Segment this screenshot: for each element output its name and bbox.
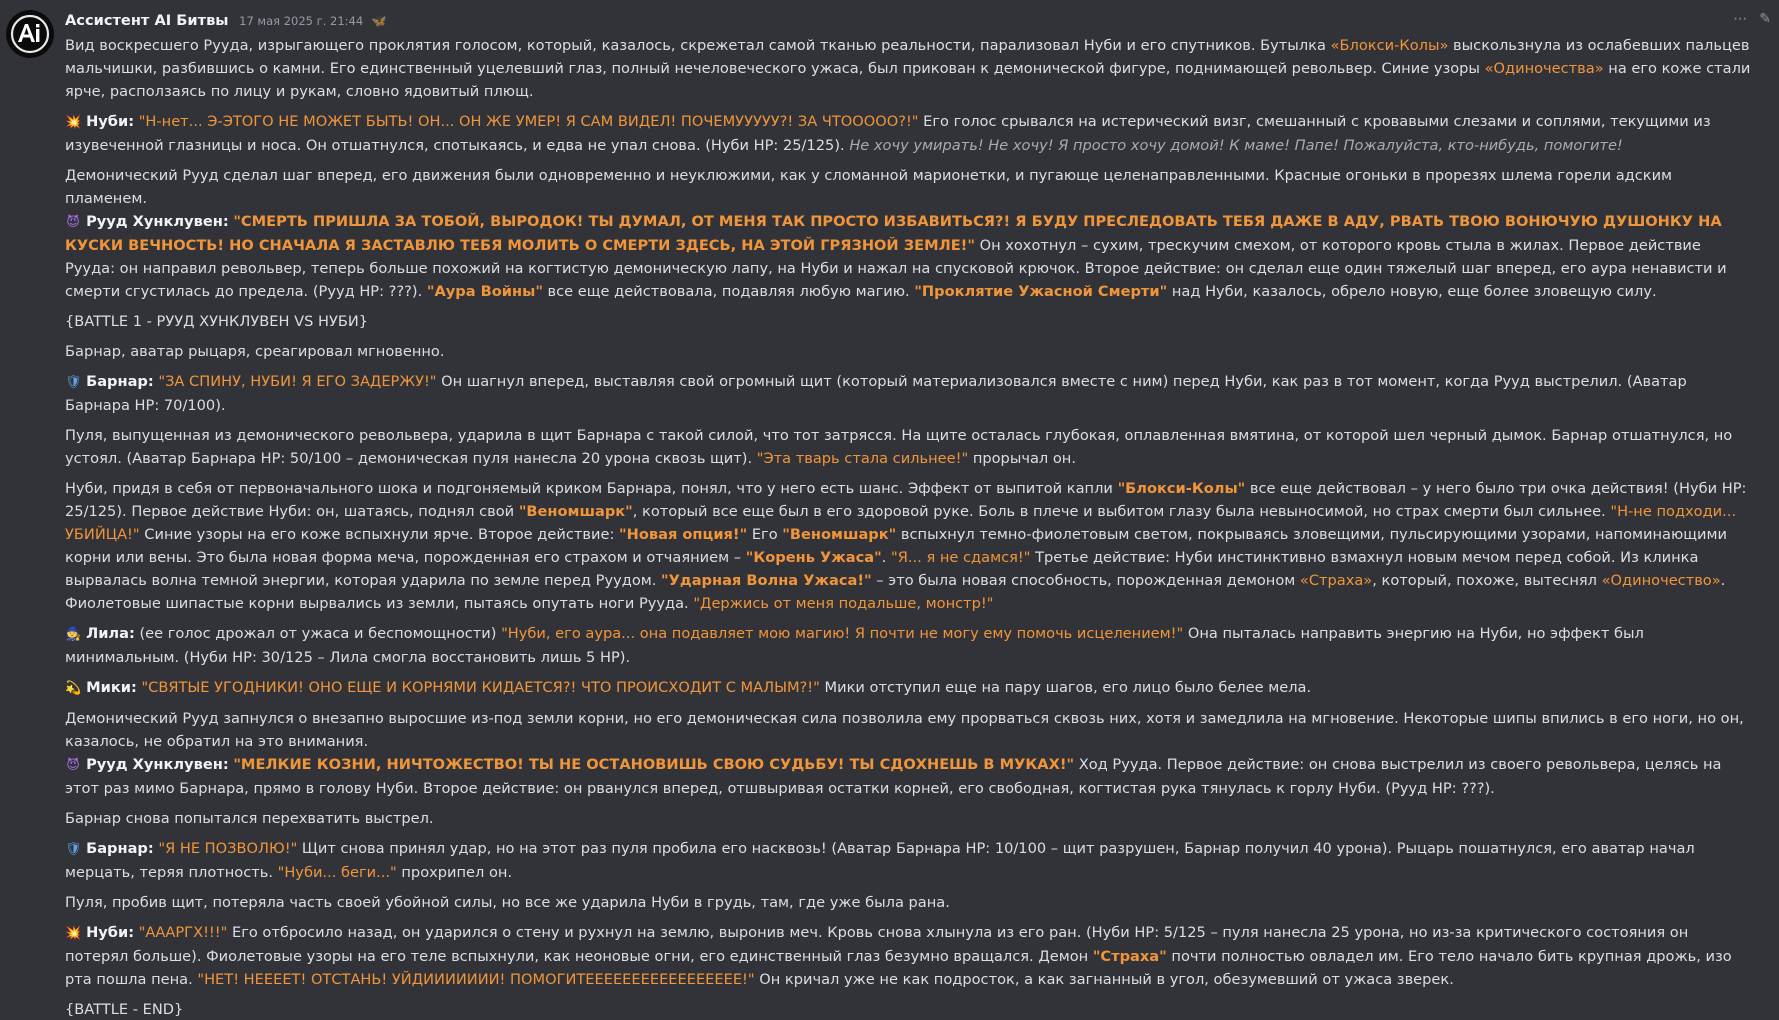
message-header	[65, 8, 1753, 34]
message-paragraph	[65, 370, 1753, 417]
highlighted-quote: "СВЯТЫЕ УГОДНИКИ! ОНО ЕЩЕ И КОРНЯМИ КИДАЕТСЯ?! ЧТО ПРОИСХОДИТ С МАЛЫМ?!"	[141, 679, 820, 696]
text-run: (ее голос дрожал от ужаса и беспомощности)	[134, 625, 502, 642]
speaker-name: Нуби:	[81, 924, 135, 941]
message-paragraph	[65, 622, 1753, 669]
speaker-name: Барнар:	[81, 840, 154, 857]
text-run: {BATTLE - END}	[65, 1001, 184, 1018]
speaker-emoji-icon: 🛡	[65, 375, 82, 390]
highlighted-quote: "Проклятие Ужасной Смерти"	[914, 283, 1168, 300]
text-run: все еще действовала, подавляя любую магию.	[542, 283, 915, 300]
message-paragraph	[65, 110, 1753, 157]
highlighted-quote: "Аура Войны"	[426, 283, 543, 300]
speaker-emoji-icon: 🛡	[65, 842, 82, 857]
text-run: Вид воскресшего Рууда, изрыгающего проклятия голосом, который, казалось, скрежетал самой тканью реальности, парализовал Нуби и его спутников. Бутылка	[65, 37, 1331, 54]
ai-logo-icon	[6, 10, 54, 58]
message-paragraph	[65, 676, 1753, 700]
highlighted-quote: "Нуби... беги..."	[277, 864, 397, 881]
speaker-emoji-icon: 💥	[65, 926, 82, 941]
highlighted-quote: "Держись от меня подальше, монстр!"	[693, 595, 994, 612]
speaker-name: Барнар:	[81, 373, 154, 390]
message-paragraph	[65, 998, 1753, 1020]
highlighted-quote: «Блокси-Колы»	[1330, 37, 1449, 54]
message-content	[65, 8, 1753, 1020]
text-run: , который все еще был в его здоровой руке. Боль в плече и выбитом глазу была невыносимой, но страх смерти был сильнее.	[632, 503, 1611, 520]
text-run: Барнар, аватар рыцаря, среагировал мгновенно.	[65, 343, 445, 360]
message-timestamp: 17 мая 2025 г. 21:44	[239, 14, 364, 28]
text-run: Демонический Рууд сделал шаг вперед, его движения были одновременно и неуклюжими, как у сломанной марионетки, и пугающе целенаправленными. Красные огоньки в прорезях шлема горели адским пламенем.	[65, 167, 1673, 207]
message-paragraph	[65, 921, 1753, 991]
text-run: Он хохотнул – сухим, трескучим смехом, от которого кровь стыла в жилах. Первое действие Рууда: он направил револьвер, теперь больше похожий на когтистую демоническую лапу, на Нуби и нажал на спусковой крючок. Второе действие: он сделал еще один тяжелый шаг вперед, его аура ненависти и смерти сгустилась до предела. (Рууд HP: ???).	[65, 237, 1727, 300]
text-run: .	[881, 549, 892, 566]
message-paragraph	[65, 310, 1753, 333]
text-run: Он кричал уже не как подросток, а как загнанный в угол, обезумевший от ужаса зверек.	[754, 971, 1454, 988]
text-run: на его коже стали ярче, расползаясь по лицу и рукам, словно ядовитый плющ.	[65, 60, 1751, 100]
highlighted-quote: «Страха»	[1299, 572, 1373, 589]
text-run: Мики отступил еще на пару шагов, его лицо было белее мела.	[819, 679, 1312, 696]
text-run: прохрипел он.	[396, 864, 513, 881]
speaker-name: Рууд Хунклувен:	[81, 756, 229, 773]
text-run: {BATTLE 1 - РУУД ХУНКЛУВЕН VS НУБИ}	[65, 313, 369, 330]
text-run: , который, похоже, вытеснял	[1372, 572, 1602, 589]
text-run: Пуля, пробив щит, потеряла часть своей убойной силы, но все же ударила Нуби в грудь, там, где уже была рана.	[65, 894, 950, 911]
text-run: выскользнула из ослабевших пальцев мальчишки, разбившись о камни. Его единственный уцелевший глаз, полный нечеловеческого ужаса, был прикован к демонической фигуре, поднимающей револьвер. Синие узоры	[65, 37, 1750, 77]
text-run: над Нуби, казалось, обрело новую, еще более зловещую силу.	[1167, 283, 1657, 300]
speaker-emoji-icon: 💥	[65, 115, 82, 130]
text-run: Она пыталась направить энергию на Нуби, но эффект был минимальным. (Нуби HP: 30/125 – Лила смогла восстановить лишь 5 HP).	[65, 625, 1644, 666]
text-run: Его	[747, 526, 783, 543]
message-paragraph	[65, 837, 1753, 884]
highlighted-quote: "Страха"	[1092, 948, 1167, 965]
highlighted-quote: «Одиночества»	[1484, 60, 1604, 77]
text-run: Пуля, выпущенная из демонического револьвера, ударила в щит Барнара с такой силой, что тот затрясся. На щите осталась глубокая, оплавленная вмятина, от которой шел черный дымок. Барнар отшатнулся, но устоял. (Аватар Барнара HP: 50/100 – демоническая пуля нанесла 20 урона сквозь щит).	[65, 427, 1733, 467]
message-paragraph	[65, 340, 1753, 363]
speaker-name: Нуби:	[81, 113, 135, 130]
text-run: Демонический Рууд запнулся о внезапно выросшие из-под земли корни, но его демоническая сила позволила ему прорваться сквозь них, хотя и замедлила на мгновение. Некоторые шипы впились в его ноги, но он, казалось, не обратил на это внимания.	[65, 710, 1744, 750]
text-run: Щит снова принял удар, но на этот раз пуля пробила его насквозь! (Аватар Барнара HP: 10/100 – щит разрушен, Барнар получил 40 урона). Рыцарь пошатнулся, его аватар начал мерцать, теряя плотность.	[65, 840, 1695, 881]
highlighted-quote: "Веномшарк"	[518, 503, 633, 520]
highlighted-quote: "Нуби, его аура... она подавляет мою магию! Я почти не могу ему помочь исцелением!"	[501, 625, 1184, 642]
message-paragraph	[65, 34, 1753, 103]
text-run: Он шагнул вперед, выставляя свой огромный щит (который материализовался вместе с ним) перед Нуби, как раз в тот момент, когда Рууд выстрелил. (Аватар Барнара HP: 70/100).	[65, 373, 1687, 414]
highlighted-quote: "Новая опция!"	[619, 526, 748, 543]
highlighted-quote: "Н-не подходи... УБИЙЦА!"	[65, 503, 1737, 543]
speaker-emoji-icon: 😈	[66, 758, 80, 773]
speaker-name: Лила:	[81, 625, 135, 642]
highlighted-quote: "Корень Ужаса"	[745, 549, 882, 566]
message-paragraph	[65, 424, 1753, 470]
highlighted-quote: "Блокси-Колы"	[1117, 480, 1246, 497]
text-run: Третье действие: Нуби инстинктивно взмахнул новым мечом перед собой. Из клинка вырвалась волна темной энергии, которая ударила по земле перед Руудом.	[65, 549, 1699, 589]
text-run: Ход Рууда. Первое действие: он снова выстрелил из своего револьвера, целясь на этот раз мимо Барнара, прямо в голову Нуби. Второе действие: он рванулся вперед, отшвыривая остатки корней, его свободная, когтистая рука тянулась к горлу Нуби. (Рууд HP: ???).	[65, 756, 1722, 797]
highlighted-quote: "Эта тварь стала сильнее!"	[756, 450, 969, 467]
text-run: Синие узоры на его коже вспыхнули ярче. Второе действие:	[139, 526, 620, 543]
text-run: Нуби, придя в себя от первоначального шока и подгоняемый криком Барнара, понял, что у него есть шанс. Эффект от выпитой капли	[65, 480, 1118, 497]
highlighted-quote: "ЗА СПИНУ, НУБИ! Я ЕГО ЗАДЕРЖУ!"	[158, 373, 437, 390]
message-body	[65, 34, 1753, 1020]
highlighted-quote: "Веномшарк"	[782, 526, 897, 543]
edit-icon[interactable]: ✎	[1759, 11, 1771, 27]
message-paragraph	[65, 891, 1753, 914]
speaker-emoji-icon: 😈	[66, 215, 80, 230]
speaker-name: Рууд Хунклувен:	[81, 213, 229, 230]
speaker-emoji-icon: 💫	[65, 681, 82, 696]
message-paragraph	[65, 164, 1753, 303]
more-options-icon[interactable]: ⋯	[1733, 11, 1748, 27]
text-run: – это была новая способность, порожденная демоном	[871, 572, 1300, 589]
text-run: . Фиолетовые шипастые корни вырвались из земли, пытаясь опутать ноги Рууда.	[65, 572, 1726, 612]
highlighted-quote: "Н-нет... Э-ЭТОГО НЕ МОЖЕТ БЫТЬ! ОН... ОН ЖЕ УМЕР! Я САМ ВИДЕЛ! ПОЧЕМУУУУУ?! ЗА ЧТООООО?!"	[138, 113, 919, 130]
speaker-emoji-icon: 🧙	[65, 627, 82, 642]
text-run: Его отбросило назад, он ударился о стену и рухнул на землю, выронив меч. Кровь снова хлынула из его ран. (Нуби HP: 5/125 – пуля нанесла 25 урона, но из-за критического состояния он потерял больше). Фиолетовые узоры на его теле вспыхнули, как неоновые огни, его единственный глаз безумно вращался. Демон	[65, 924, 1689, 965]
highlighted-quote: "МЕЛКИЕ КОЗНИ, НИЧТОЖЕСТВО! ТЫ НЕ ОСТАНОВИШЬ СВОЮ СУДЬБУ! ТЫ СДОХНЕШЬ В МУКАХ!"	[233, 756, 1075, 773]
message-paragraph	[65, 707, 1753, 800]
message-paragraph	[65, 477, 1753, 615]
highlighted-quote: "Ударная Волна Ужаса!"	[661, 572, 872, 589]
highlighted-quote: "АААРГХ!!!"	[138, 924, 228, 941]
highlighted-quote: "СМЕРТЬ ПРИШЛА ЗА ТОБОЙ, ВЫРОДОК! ТЫ ДУМАЛ, ОТ МЕНЯ ТАК ПРОСТО ИЗБАВИТЬСЯ?! Я БУДУ ПРЕСЛЕДОВАТЬ ТЕБЯ ДАЖЕ В АДУ, РВАТЬ ТВОЮ ВОНЮЧУЮ ДУШОНКУ НА КУСКИ ВЕЧНОСТЬ! НО СНАЧАЛА Я ЗАСТАВЛЮ ТЕБЯ МОЛИТЬ О СМЕРТИ ЗДЕСЬ, НА ЭТОЙ ГРЯЗНОЙ ЗЕМЛЕ!"	[65, 213, 1722, 254]
text-run: вспыхнул темно-фиолетовым светом, покрываясь зловещими, пульсирующими узорами, напоминающими корни или вены. Это была новая форма меча, порожденная его страхом и отчаянием –	[65, 526, 1727, 566]
speaker-name: Мики:	[81, 679, 137, 696]
highlighted-quote: "НЕТ! НЕЕЕЕТ! ОТСТАНЬ! УЙДИИИИИИИ! ПОМОГИТЕЕЕЕЕЕЕЕЕЕЕЕЕЕЕЕЕ!"	[197, 971, 755, 988]
author-name[interactable]: Ассистент AI Битвы	[65, 12, 229, 29]
message-paragraph	[65, 807, 1753, 830]
inner-thought: Не хочу умирать! Не хочу! Я просто хочу домой! К маме! Папе! Пожалуйста, кто-нибудь, помогите!	[849, 137, 1623, 154]
text-run: Его голос срывался на истерический визг, смешанный с кровавыми слезами и соплями, текущими из изувеченной глазницы и носа. Он отшатнулся, спотыкаясь, и едва не упал снова. (Нуби HP: 25/125).	[65, 113, 1711, 154]
text-run: все еще действовал – у него было три очка действия! (Нуби HP: 25/125). Первое действие Нуби: он, шатаясь, поднял свой	[65, 480, 1747, 520]
highlighted-quote: "Я... я не сдамся!"	[891, 549, 1031, 566]
bot-avatar[interactable]	[6, 10, 54, 58]
highlighted-quote: "Я НЕ ПОЗВОЛЮ!"	[158, 840, 298, 857]
text-run: прорычал он.	[968, 450, 1076, 467]
text-run: почти полностью овладел им. Его тело начало бить крупная дрожь, изо рта пошла пена.	[65, 948, 1732, 988]
text-run: Барнар снова попытался перехватить выстрел.	[65, 810, 434, 827]
butterfly-icon: 🦋	[371, 14, 387, 28]
highlighted-quote: «Одиночество»	[1601, 572, 1721, 589]
